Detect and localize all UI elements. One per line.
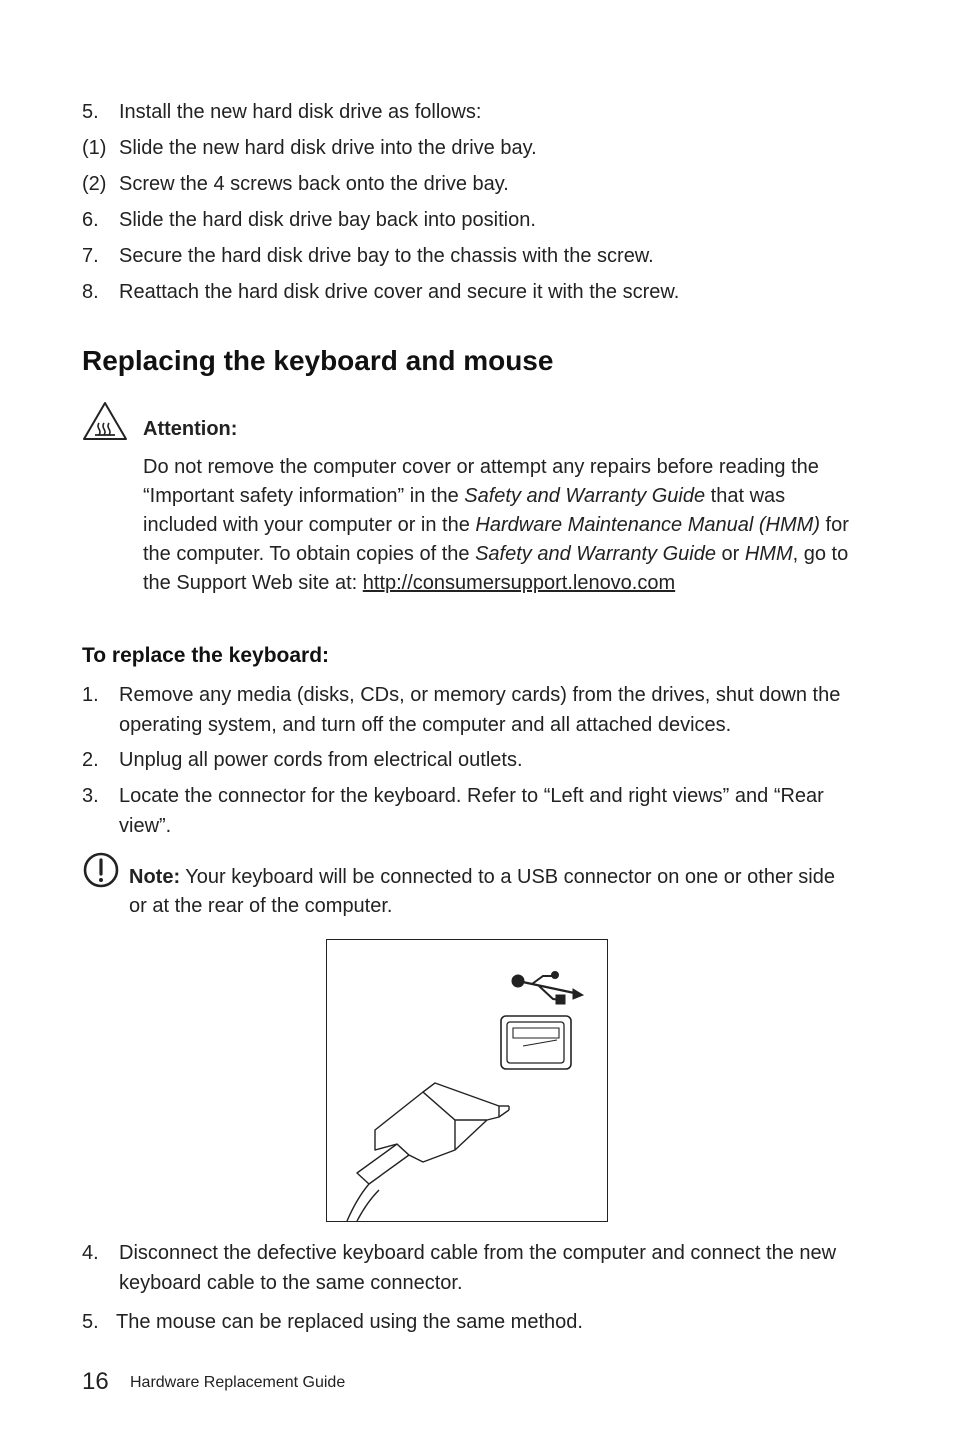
step-number: 2. <box>82 749 99 771</box>
attention-text-part: or <box>715 543 745 565</box>
safety-guide-title: Safety and Warranty Guide <box>464 485 706 507</box>
step-number: (1) <box>82 137 107 159</box>
safety-guide-title: Safety and Warranty Guide <box>475 543 716 565</box>
step-text: Secure the hard disk drive bay to the chassis with the screw. <box>119 245 654 267</box>
step-text: Reattach the hard disk drive cover and secure it with the screw. <box>119 281 680 303</box>
usb-port <box>501 1016 571 1069</box>
step-text: Slide the new hard disk drive into the drive bay. <box>119 137 537 159</box>
step-text: Unplug all power cords from electrical outlets. <box>119 749 523 771</box>
step-text: Locate the connector for the keyboard. Refer to “Left and right views” and “Rear view”. <box>119 785 824 837</box>
attention-text-part: , go to the Support Web site at: <box>143 543 849 594</box>
step-text: Screw the 4 screws back onto the drive bay. <box>119 173 509 195</box>
step-number: 8. <box>82 281 99 303</box>
step-number: 7. <box>82 245 99 267</box>
step-number: 5. <box>82 101 99 123</box>
step-number: 5. <box>82 1311 99 1333</box>
attention-text-part: Do not remove the computer cover or attempt any repairs before reading the “Important safety information” in the <box>143 456 819 507</box>
step-number: 1. <box>82 684 99 706</box>
support-link[interactable]: http://consumersupport.lenovo.com <box>362 572 676 594</box>
usb-icon <box>512 972 583 1005</box>
step-text: Install the new hard disk drive as follows: <box>119 101 482 123</box>
subsection-title: To replace the keyboard: <box>82 644 330 667</box>
step-number: 6. <box>82 209 99 231</box>
step-text: Remove any media (disks, CDs, or memory cards) from the drives, shut down the operating system, and turn off the computer and all attached devices. <box>119 684 841 736</box>
exclamation-circle-icon <box>82 851 120 889</box>
step-number: 3. <box>82 785 99 807</box>
footer-title: Hardware Replacement Guide <box>130 1374 346 1391</box>
section-title: Replacing the keyboard and mouse <box>82 345 554 376</box>
attention-text <box>143 453 863 598</box>
attention-text-part: that was included with your computer or in the <box>143 485 786 536</box>
note-text <box>129 863 849 921</box>
usb-connector-figure <box>326 939 608 1222</box>
step-number: (2) <box>82 173 107 195</box>
hot-surface-warning-icon <box>82 401 128 441</box>
page-number: 16 <box>82 1368 109 1395</box>
usb-plug <box>347 1083 509 1221</box>
hmm-title: Hardware Maintenance Manual (HMM) <box>475 514 820 536</box>
attention-text-part: for the computer. To obtain copies of the <box>143 514 849 565</box>
step-text: Disconnect the defective keyboard cable from the computer and connect the new keyboard cable to the same connector. <box>119 1242 837 1294</box>
attention-label: Attention: <box>143 418 238 440</box>
note-body: Your keyboard will be connected to a USB connector on one or other side or at the rear of the computer. <box>129 866 835 917</box>
step-text: Slide the hard disk drive bay back into position. <box>119 209 536 231</box>
step-number: 4. <box>82 1242 99 1264</box>
hmm-abbrev: HMM <box>744 543 793 565</box>
step-text: The mouse can be replaced using the same method. <box>116 1311 583 1333</box>
note-label: Note: <box>129 866 181 888</box>
